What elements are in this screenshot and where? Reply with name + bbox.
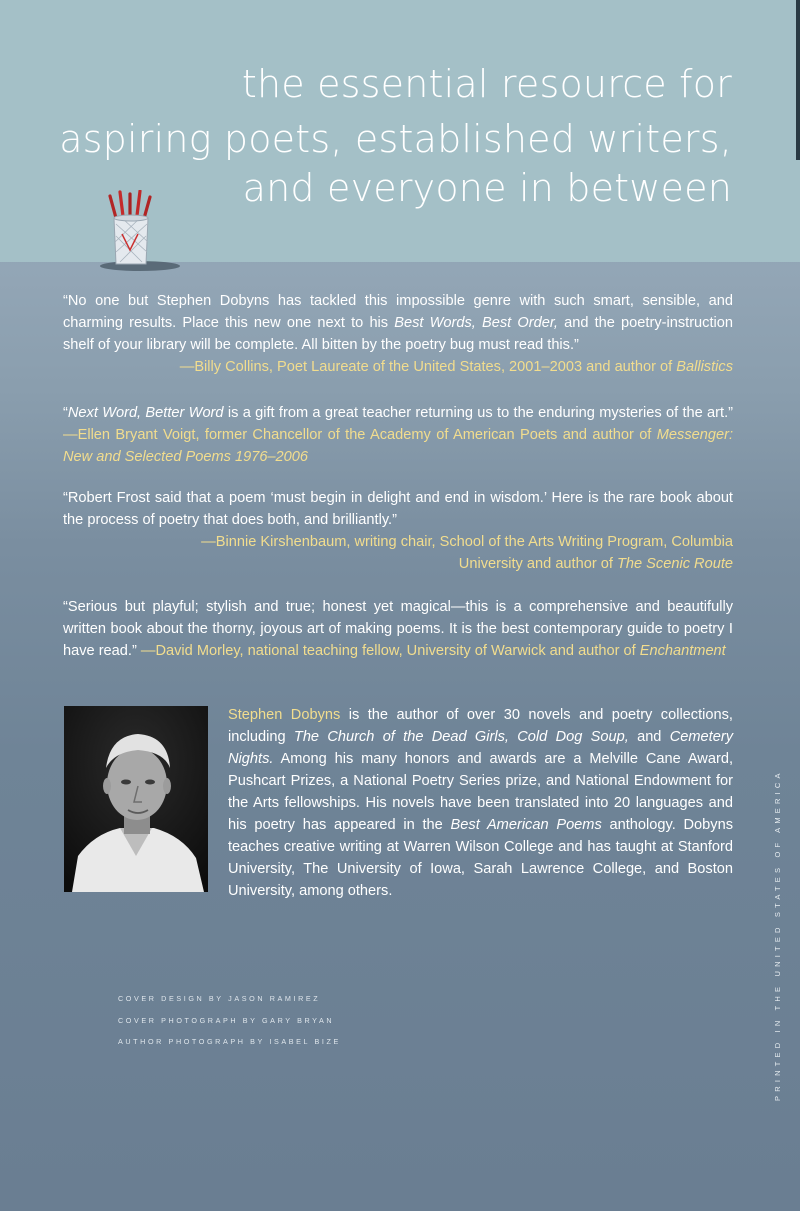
quote-billy-collins xyxy=(63,290,733,378)
credit-cover-design: COVER DESIGN BY JASON RAMIREZ xyxy=(118,994,321,1003)
quote-attribution: —Ellen Bryant Voigt, former Chancellor of the Academy of American Poets and author of Messenger: New and Selected Poems 1976–2006 xyxy=(63,427,733,465)
author-name: Stephen Dobyns xyxy=(228,707,341,723)
quote-ellen-bryant-voigt xyxy=(63,402,733,468)
credit-author-photograph: AUTHOR PHOTOGRAPH BY ISABEL BIZE xyxy=(118,1037,341,1046)
band-edge-strip xyxy=(796,0,800,160)
pencil-cup-image xyxy=(92,190,202,274)
quote-text-cont: is a gift from a great teacher returning us to the enduring mysteries of the art.” xyxy=(223,405,733,421)
tagline-line-3: and everyone in between xyxy=(242,166,732,210)
author-photo xyxy=(64,706,208,892)
quote-attribution: —David Morley, national teaching fellow, University of Warwick and author of Enchantment xyxy=(140,643,726,659)
quote-attribution: —Binnie Kirshenbaum, writing chair, School of the Arts Writing Program, Columbia University and author of The Scenic Route xyxy=(201,534,733,572)
author-bio: Stephen Dobyns is the author of over 30 novels and poetry collections, including The Church of the Dead Girls, Cold Dog Soup, and Cemetery Nights. Among his many honors and awards are a Melville Cane Award, Pushcart Prizes, a National Poetry Series prize, and National Endowment for the Arts fellowships. His novels have been translated into 20 languages and his poetry has appeared in the Best American Poems anthology. Dobyns teaches creative writing at Warren Wilson College and has taught at Stanford University, The University of Iowa, Sarah Lawrence College, and Boston University, among others. xyxy=(228,707,734,899)
printed-in-usa-text: PRINTED IN THE UNITED STATES OF AMERICA xyxy=(773,769,782,1101)
quote-text: “Robert Frost said that a poem ‘must begin in delight and end in wisdom.’ Here is the rare book about the process of poetry that does both, and brilliantly.” xyxy=(63,490,733,528)
quote-title: Next Word, Better Word xyxy=(67,405,224,421)
quote-text: “Serious but playful; stylish and true; honest yet magical—this is a comprehensive and beautifully written book about the thorny, joyous art of making poems. It is the best contemporary guide to poetry I have read.” xyxy=(63,599,733,659)
quote-title: Best Words, Best Order, xyxy=(394,315,558,331)
quote-david-morley xyxy=(63,596,733,662)
quote-text: “ xyxy=(63,405,68,421)
quote-attribution: —Billy Collins, Poet Laureate of the United States, 2001–2003 and author of Ballistics xyxy=(179,359,733,375)
credit-cover-photograph: COVER PHOTOGRAPH BY GARY BRYAN xyxy=(118,1016,335,1025)
quote-text-cont: and the poetry-instruction shelf of your library will be complete. All bitten by the poetry bug must read this.” xyxy=(63,315,733,353)
quote-text: “No one but Stephen Dobyns has tackled this impossible genre with such smart, sensible, and charming results. Place this new one next to his xyxy=(63,293,733,331)
quote-binnie-kirshenbaum xyxy=(63,487,733,575)
tagline-line-2: aspiring poets, established writers, xyxy=(59,117,732,161)
tagline-line-1: the essential resource for xyxy=(241,62,732,106)
